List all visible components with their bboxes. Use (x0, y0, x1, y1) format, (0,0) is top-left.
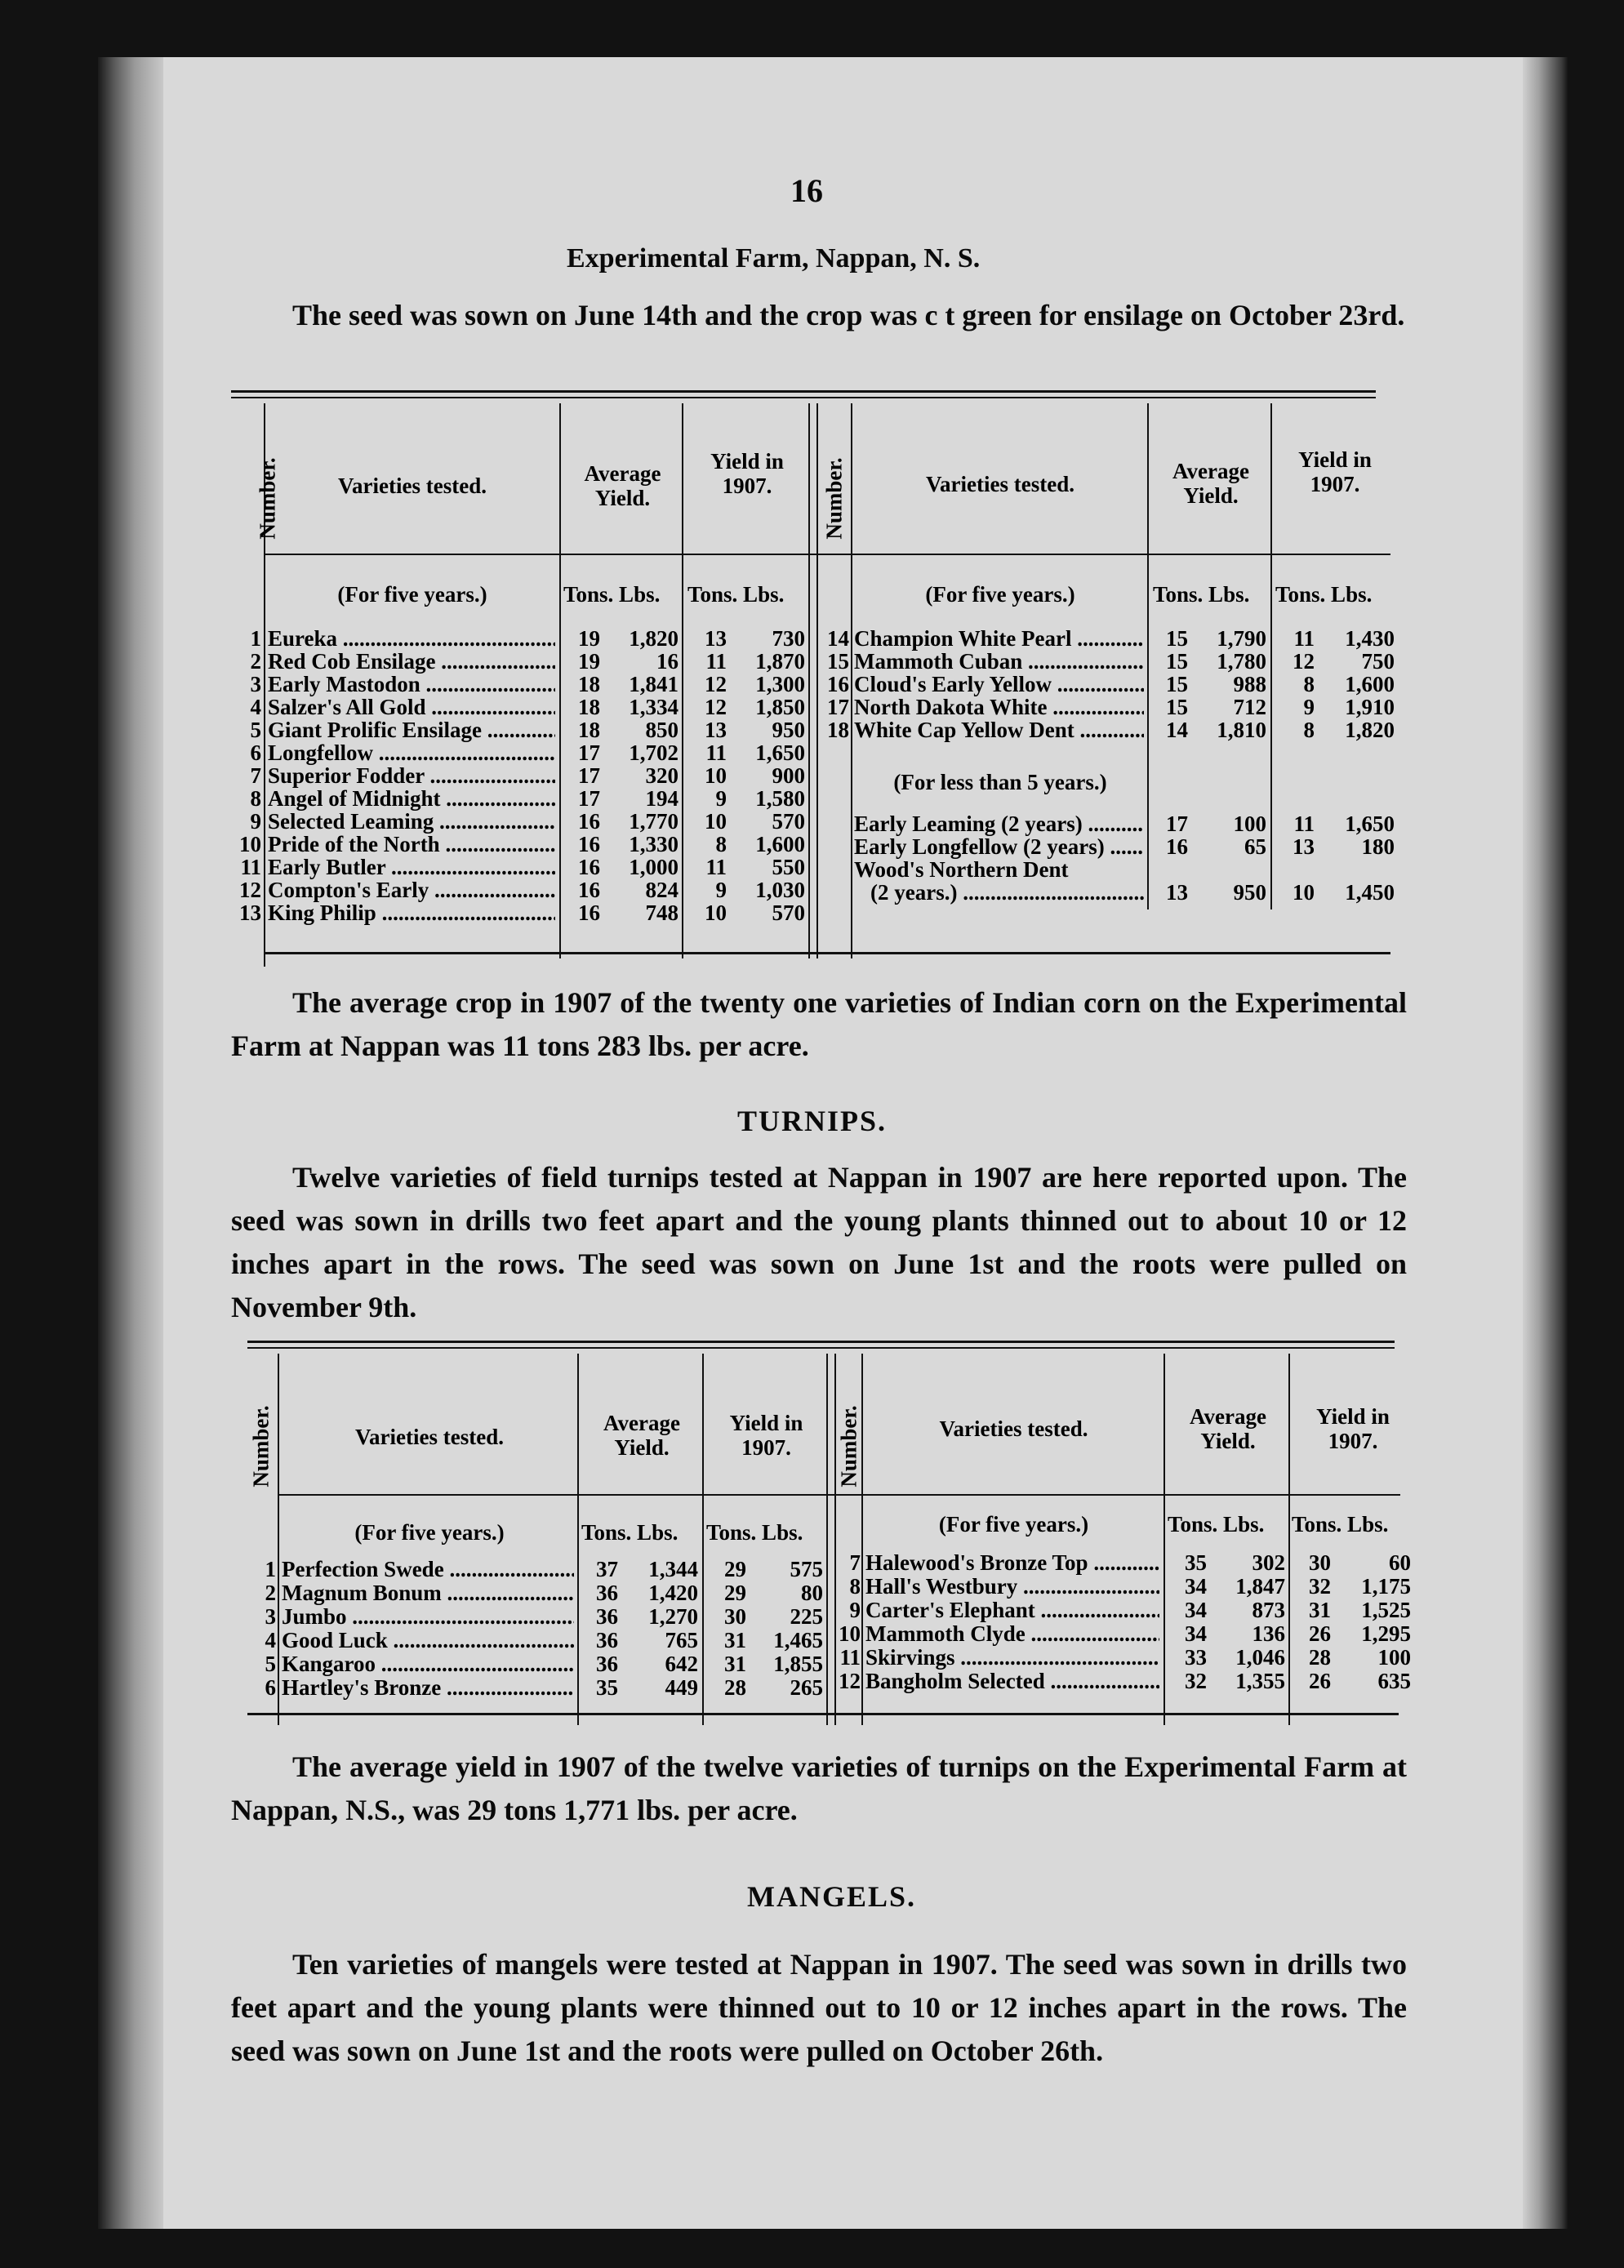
row-number: 11 (240, 855, 261, 879)
row-average-tons: 34 (1185, 1621, 1207, 1646)
row-variety (854, 696, 1144, 719)
row-average-lbs: 449 (665, 1675, 698, 1700)
turnip-varieties-header-right: Varieties tested. (939, 1416, 1088, 1441)
row-yield-tons: 8 (1303, 718, 1315, 742)
row-number: 7 (250, 763, 261, 788)
row-average-tons: 34 (1185, 1574, 1207, 1599)
row-average-lbs: 950 (1233, 880, 1266, 905)
row-variety-name: Mammoth Clyde ..... (865, 1622, 1159, 1646)
row-variety-name: Angel of Midnight ..... (268, 787, 555, 811)
row-yield-tons: 13 (705, 718, 727, 742)
row-yield-lbs: 730 (772, 626, 805, 651)
row-variety (268, 741, 555, 765)
corn-units-yield-right: Tons. Lbs. (1275, 582, 1373, 607)
row-average-lbs: 712 (1233, 695, 1266, 719)
row-average-lbs: 1,334 (629, 695, 679, 719)
row-variety (268, 650, 555, 674)
row-number: 17 (827, 695, 849, 719)
row-yield-lbs: 180 (1361, 834, 1395, 859)
row-number: 10 (239, 832, 261, 856)
row-number: 6 (250, 740, 261, 765)
row-yield-lbs: 1,650 (755, 740, 805, 765)
row-average-tons: 16 (578, 878, 600, 902)
row-average-lbs: 850 (645, 718, 679, 742)
row-variety (268, 673, 555, 696)
row-variety-name: Pride of the North ..... (268, 833, 555, 856)
row-variety-name: Jumbo ..... (282, 1605, 574, 1629)
row-yield-lbs: 1,175 (1361, 1574, 1411, 1599)
row-number: 12 (839, 1669, 861, 1693)
row-variety-name: Wood's Northern Dent (854, 858, 1069, 882)
row-variety (282, 1605, 574, 1629)
row-number: 7 (849, 1550, 861, 1575)
intro-paragraph (231, 294, 1407, 337)
row-yield-lbs: 550 (772, 855, 805, 879)
row-average-lbs: 16 (656, 649, 679, 674)
row-variety (282, 1558, 574, 1581)
row-variety (268, 833, 555, 856)
turnips-text: Twelve varieties of field turnips tested at Nappan in 1907 are here reported upon. The seed was sown in drills two feet apart and the young plants thinned out to about 10 or 12 inches apart in the rows. The seed was sown on June 1st and the roots were pulled on November 9th. (231, 1161, 1407, 1323)
row-yield-lbs: 1,465 (773, 1628, 823, 1652)
row-yield-lbs: 1,525 (1361, 1598, 1411, 1622)
row-average-lbs: 765 (665, 1628, 698, 1652)
row-average-tons: 18 (578, 695, 600, 719)
row-average-lbs: 1,702 (629, 740, 679, 765)
row-yield-tons: 8 (715, 832, 727, 856)
row-yield-lbs: 635 (1377, 1669, 1411, 1693)
row-yield-tons: 11 (705, 649, 727, 674)
row-average-tons: 16 (578, 832, 600, 856)
row-average-lbs: 1,790 (1217, 626, 1266, 651)
row-yield-tons: 9 (715, 786, 727, 811)
row-number: 4 (265, 1628, 276, 1652)
row-yield-tons: 12 (705, 672, 727, 696)
corn-subheading-less: (For less than 5 years.) (893, 770, 1107, 794)
mangels-paragraph (231, 1943, 1407, 2073)
row-variety-name: Carter's Elephant ..... (865, 1599, 1159, 1622)
corn-yield-header-right: Yield in 1907. (1298, 447, 1372, 496)
row-average-tons: 15 (1166, 695, 1188, 719)
turnip-number-header-right: Number. (836, 1405, 861, 1488)
row-variety-name: Mammoth Cuban ..... (854, 650, 1144, 674)
row-average-tons: 16 (578, 901, 600, 925)
row-number: 8 (849, 1574, 861, 1599)
row-variety-name: Perfection Swede ..... (282, 1558, 574, 1581)
row-average-tons: 36 (596, 1604, 618, 1629)
corn-varieties-header-left: Varieties tested. (338, 474, 487, 498)
row-number: 13 (239, 901, 261, 925)
row-yield-lbs: 100 (1377, 1645, 1411, 1670)
row-variety-name: Hall's Westbury ..... (865, 1575, 1159, 1599)
row-yield-lbs: 1,295 (1361, 1621, 1411, 1646)
row-average-lbs: 194 (645, 786, 679, 811)
row-yield-tons: 11 (705, 855, 727, 879)
row-average-tons: 16 (578, 809, 600, 834)
row-variety-name: Early Mastodon ..... (268, 673, 555, 696)
mangels-text: Ten varieties of mangels were tested at Nappan in 1907. The seed was sown in drills two feet apart and the young plants were thinned out to 10 or 12 inches apart in the rows. The seed was sown on June 1st and the roots were pulled on October 26th. (231, 1948, 1407, 2067)
row-yield-lbs: 1,650 (1345, 812, 1395, 836)
row-variety-name: Early Butler ..... (268, 856, 555, 879)
row-average-tons: 17 (578, 740, 600, 765)
row-yield-lbs: 570 (772, 809, 805, 834)
turnips-paragraph (231, 1156, 1407, 1329)
row-number: 10 (839, 1621, 861, 1646)
row-average-lbs: 873 (1252, 1598, 1285, 1622)
row-average-lbs: 1,344 (648, 1557, 698, 1581)
row-variety (854, 673, 1144, 696)
turnip-units-yield-right: Tons. Lbs. (1292, 1512, 1389, 1536)
row-variety-name: Longfellow ..... (268, 741, 555, 765)
row-yield-tons: 31 (1309, 1598, 1331, 1622)
row-yield-lbs: 60 (1389, 1550, 1411, 1575)
row-variety (865, 1551, 1159, 1575)
row-variety-name: North Dakota White ..... (854, 696, 1144, 719)
row-average-lbs: 1,847 (1235, 1574, 1285, 1599)
page-edge-left (98, 57, 163, 2229)
turnips-title: TURNIPS. (737, 1105, 888, 1137)
row-average-tons: 15 (1166, 672, 1188, 696)
row-number: 5 (250, 718, 261, 742)
row-number: 8 (250, 786, 261, 811)
row-average-tons: 32 (1185, 1669, 1207, 1693)
row-number: 2 (265, 1581, 276, 1605)
mangels-title: MANGELS. (747, 1880, 917, 1913)
row-yield-lbs: 1,870 (755, 649, 805, 674)
corn-summary-text: The average crop in 1907 of the twenty one varieties of Indian corn on the Experimental Farm at Nappan was 11 tons 283 lbs. per acre. (231, 986, 1407, 1062)
row-variety-name: Champion White Pearl ..... (854, 627, 1144, 651)
row-average-tons: 37 (596, 1557, 618, 1581)
row-average-lbs: 1,780 (1217, 649, 1266, 674)
row-variety (865, 1670, 1159, 1693)
corn-number-header-right: Number. (821, 457, 847, 540)
row-number: 18 (827, 718, 849, 742)
row-yield-tons: 11 (1293, 812, 1315, 836)
row-yield-lbs: 1,855 (773, 1652, 823, 1676)
row-average-lbs: 1,420 (648, 1581, 698, 1605)
row-yield-tons: 29 (724, 1557, 746, 1581)
row-yield-tons: 10 (705, 809, 727, 834)
row-yield-tons: 11 (705, 740, 727, 765)
row-variety-name: Magnum Bonum ..... (282, 1581, 574, 1605)
row-number: 3 (250, 672, 261, 696)
row-variety-line2 (870, 881, 1144, 905)
turnip-units-yield-left: Tons. Lbs. (706, 1520, 803, 1545)
row-variety-name: King Philip ..... (268, 901, 555, 925)
row-variety (854, 718, 1144, 742)
row-average-lbs: 100 (1233, 812, 1266, 836)
row-variety-name: Eureka ..... (268, 627, 555, 651)
row-yield-lbs: 80 (801, 1581, 823, 1605)
row-average-tons: 17 (1166, 812, 1188, 836)
row-yield-lbs: 1,910 (1345, 695, 1395, 719)
row-average-lbs: 1,820 (629, 626, 679, 651)
row-average-tons: 18 (578, 718, 600, 742)
row-average-lbs: 1,770 (629, 809, 679, 834)
row-yield-tons: 26 (1309, 1621, 1331, 1646)
row-yield-lbs: 1,580 (755, 786, 805, 811)
row-variety (854, 627, 1144, 651)
row-average-tons: 34 (1185, 1598, 1207, 1622)
turnip-varieties-header-left: Varieties tested. (355, 1425, 504, 1449)
corn-average-header-left: Average Yield. (584, 461, 661, 510)
row-yield-lbs: 225 (790, 1604, 823, 1629)
row-number: 11 (839, 1645, 861, 1670)
row-yield-lbs: 950 (772, 718, 805, 742)
row-yield-tons: 10 (1293, 880, 1315, 905)
row-yield-tons: 11 (1293, 626, 1315, 651)
row-variety-name: Halewood's Bronze Top ..... (865, 1551, 1159, 1575)
row-variety (282, 1629, 574, 1652)
row-number: 14 (827, 626, 849, 651)
page-heading: Experimental Farm, Nappan, N. S. (567, 243, 981, 273)
corn-summary-paragraph (231, 981, 1407, 1068)
turnip-subheading-five-left: (For five years.) (354, 1520, 505, 1545)
row-variety (865, 1646, 1159, 1670)
row-average-lbs: 642 (665, 1652, 698, 1676)
page-number: 16 (790, 172, 823, 209)
row-variety (854, 835, 1144, 859)
row-average-tons: 36 (596, 1652, 618, 1676)
row-yield-lbs: 570 (772, 901, 805, 925)
row-average-lbs: 1,330 (629, 832, 679, 856)
row-variety (865, 1622, 1159, 1646)
row-variety-name: Red Cob Ensilage ..... (268, 650, 555, 674)
row-number: 1 (250, 626, 261, 651)
row-yield-lbs: 265 (790, 1675, 823, 1700)
row-average-lbs: 988 (1233, 672, 1266, 696)
row-yield-tons: 13 (1293, 834, 1315, 859)
row-average-lbs: 1,046 (1235, 1645, 1285, 1670)
corn-units-avg-right: Tons. Lbs. (1153, 582, 1250, 607)
row-yield-tons: 12 (705, 695, 727, 719)
row-average-tons: 16 (1166, 834, 1188, 859)
row-yield-tons: 8 (1303, 672, 1315, 696)
corn-units-avg-left: Tons. Lbs. (563, 582, 661, 607)
row-average-tons: 19 (578, 649, 600, 674)
row-yield-tons: 31 (724, 1652, 746, 1676)
corn-number-header-left: Number. (255, 457, 280, 540)
row-yield-tons: 30 (724, 1604, 746, 1629)
row-yield-tons: 9 (1303, 695, 1315, 719)
corn-average-header-right: Average Yield. (1172, 459, 1249, 508)
row-variety (854, 858, 1144, 882)
row-average-tons: 17 (578, 763, 600, 788)
row-average-lbs: 1,810 (1217, 718, 1266, 742)
row-average-tons: 15 (1166, 649, 1188, 674)
row-variety (282, 1676, 574, 1700)
row-number: 12 (239, 878, 261, 902)
row-variety-name: Salzer's All Gold ..... (268, 696, 555, 719)
row-yield-tons: 10 (705, 901, 727, 925)
row-variety (854, 650, 1144, 674)
row-yield-lbs: 750 (1361, 649, 1395, 674)
row-average-lbs: 320 (645, 763, 679, 788)
row-average-tons: 15 (1166, 626, 1188, 651)
row-variety (268, 878, 555, 902)
row-variety (268, 718, 555, 742)
row-variety (268, 696, 555, 719)
row-variety (854, 812, 1144, 836)
turnip-summary-text: The average yield in 1907 of the twelve varieties of turnips on the Experimental Farm at Nappan, N.S., was 29 tons 1,771 lbs. per acre. (231, 1750, 1407, 1826)
row-variety (268, 764, 555, 788)
row-variety-name: Cloud's Early Yellow ..... (854, 673, 1144, 696)
corn-subheading-five-right: (For five years.) (925, 582, 1075, 607)
row-average-tons: 35 (596, 1675, 618, 1700)
row-yield-tons: 30 (1309, 1550, 1331, 1575)
row-number: 5 (265, 1652, 276, 1676)
row-average-lbs: 302 (1252, 1550, 1285, 1575)
turnip-units-avg-right: Tons. Lbs. (1168, 1512, 1265, 1536)
row-variety (268, 901, 555, 925)
row-average-tons: 35 (1185, 1550, 1207, 1575)
row-yield-tons: 31 (724, 1628, 746, 1652)
turnip-units-avg-left: Tons. Lbs. (581, 1520, 679, 1545)
row-variety-name: Early Longfellow (2 years) ..... (854, 835, 1144, 859)
row-number: 16 (827, 672, 849, 696)
turnip-subheading-five-right: (For five years.) (938, 1512, 1089, 1536)
row-average-lbs: 1,841 (629, 672, 679, 696)
row-yield-lbs: 575 (790, 1557, 823, 1581)
row-yield-lbs: 1,450 (1345, 880, 1395, 905)
row-yield-lbs: 1,850 (755, 695, 805, 719)
row-average-lbs: 748 (645, 901, 679, 925)
row-number: 3 (265, 1604, 276, 1629)
row-yield-tons: 13 (705, 626, 727, 651)
row-yield-lbs: 1,030 (755, 878, 805, 902)
row-average-lbs: 1,355 (1235, 1669, 1285, 1693)
row-variety-name: Kangaroo ..... (282, 1652, 574, 1676)
row-yield-tons: 26 (1309, 1669, 1331, 1693)
row-average-lbs: 1,000 (629, 855, 679, 879)
row-variety-name: Good Luck ..... (282, 1629, 574, 1652)
row-variety-name: Giant Prolific Ensilage ..... (268, 718, 555, 742)
row-number: 9 (250, 809, 261, 834)
turnip-number-header-left: Number. (248, 1405, 274, 1488)
row-average-tons: 36 (596, 1628, 618, 1652)
row-yield-tons: 28 (1309, 1645, 1331, 1670)
row-number: 6 (265, 1675, 276, 1700)
row-variety-name: White Cap Yellow Dent ..... (854, 718, 1144, 742)
row-average-lbs: 1,270 (648, 1604, 698, 1629)
row-average-tons: 14 (1166, 718, 1188, 742)
row-variety (282, 1581, 574, 1605)
row-yield-tons: 9 (715, 878, 727, 902)
row-average-tons: 36 (596, 1581, 618, 1605)
row-variety (865, 1599, 1159, 1622)
turnip-yield-header-left: Yield in 1907. (729, 1411, 803, 1460)
row-average-tons: 13 (1166, 880, 1188, 905)
row-variety-name: Compton's Early ..... (268, 878, 555, 902)
row-variety (268, 787, 555, 811)
row-average-tons: 16 (578, 855, 600, 879)
corn-subheading-five-left: (For five years.) (337, 582, 487, 607)
row-average-tons: 18 (578, 672, 600, 696)
row-variety (268, 810, 555, 834)
corn-varieties-header-right: Varieties tested. (926, 472, 1075, 496)
row-variety-name: Selected Leaming ..... (268, 810, 555, 834)
row-yield-tons: 32 (1309, 1574, 1331, 1599)
turnip-yield-header-right: Yield in 1907. (1316, 1404, 1390, 1453)
row-yield-tons: 12 (1293, 649, 1315, 674)
row-yield-lbs: 1,430 (1345, 626, 1395, 651)
row-number: 4 (250, 695, 261, 719)
row-variety-name: Hartley's Bronze ..... (282, 1676, 574, 1700)
row-yield-tons: 10 (705, 763, 727, 788)
row-yield-lbs: 1,820 (1345, 718, 1395, 742)
row-variety (282, 1652, 574, 1676)
page-edge-right (1523, 57, 1568, 2229)
row-number: 1 (265, 1557, 276, 1581)
row-average-tons: 33 (1185, 1645, 1207, 1670)
row-yield-lbs: 900 (772, 763, 805, 788)
row-number: 9 (849, 1598, 861, 1622)
row-average-tons: 17 (578, 786, 600, 811)
row-yield-tons: 28 (724, 1675, 746, 1700)
row-variety (268, 856, 555, 879)
turnip-average-header-right: Average Yield. (1190, 1404, 1266, 1453)
row-variety (268, 627, 555, 651)
row-average-lbs: 65 (1244, 834, 1266, 859)
row-variety (865, 1575, 1159, 1599)
row-average-tons: 19 (578, 626, 600, 651)
turnip-summary-paragraph (231, 1745, 1407, 1832)
row-number: 2 (250, 649, 261, 674)
row-yield-lbs: 1,600 (755, 832, 805, 856)
row-number: 15 (827, 649, 849, 674)
row-yield-lbs: 1,600 (1345, 672, 1395, 696)
intro-text: The seed was sown on June 14th and the crop was c t green for ensilage on October 23rd. (292, 299, 1405, 331)
row-yield-lbs: 1,300 (755, 672, 805, 696)
corn-yield-header-left: Yield in 1907. (710, 449, 784, 498)
row-variety-name: Skirvings ..... (865, 1646, 1159, 1670)
row-variety-name: Superior Fodder ..... (268, 764, 555, 788)
row-variety-name: Early Leaming (2 years) ..... (854, 812, 1144, 836)
row-average-lbs: 824 (645, 878, 679, 902)
turnip-average-header-left: Average Yield. (603, 1411, 680, 1460)
row-yield-tons: 29 (724, 1581, 746, 1605)
corn-units-yield-left: Tons. Lbs. (687, 582, 785, 607)
row-variety-name: Bangholm Selected ..... (865, 1670, 1159, 1693)
row-average-lbs: 136 (1252, 1621, 1285, 1646)
row-variety-name-line2: (2 years.) ..... (870, 881, 1144, 905)
